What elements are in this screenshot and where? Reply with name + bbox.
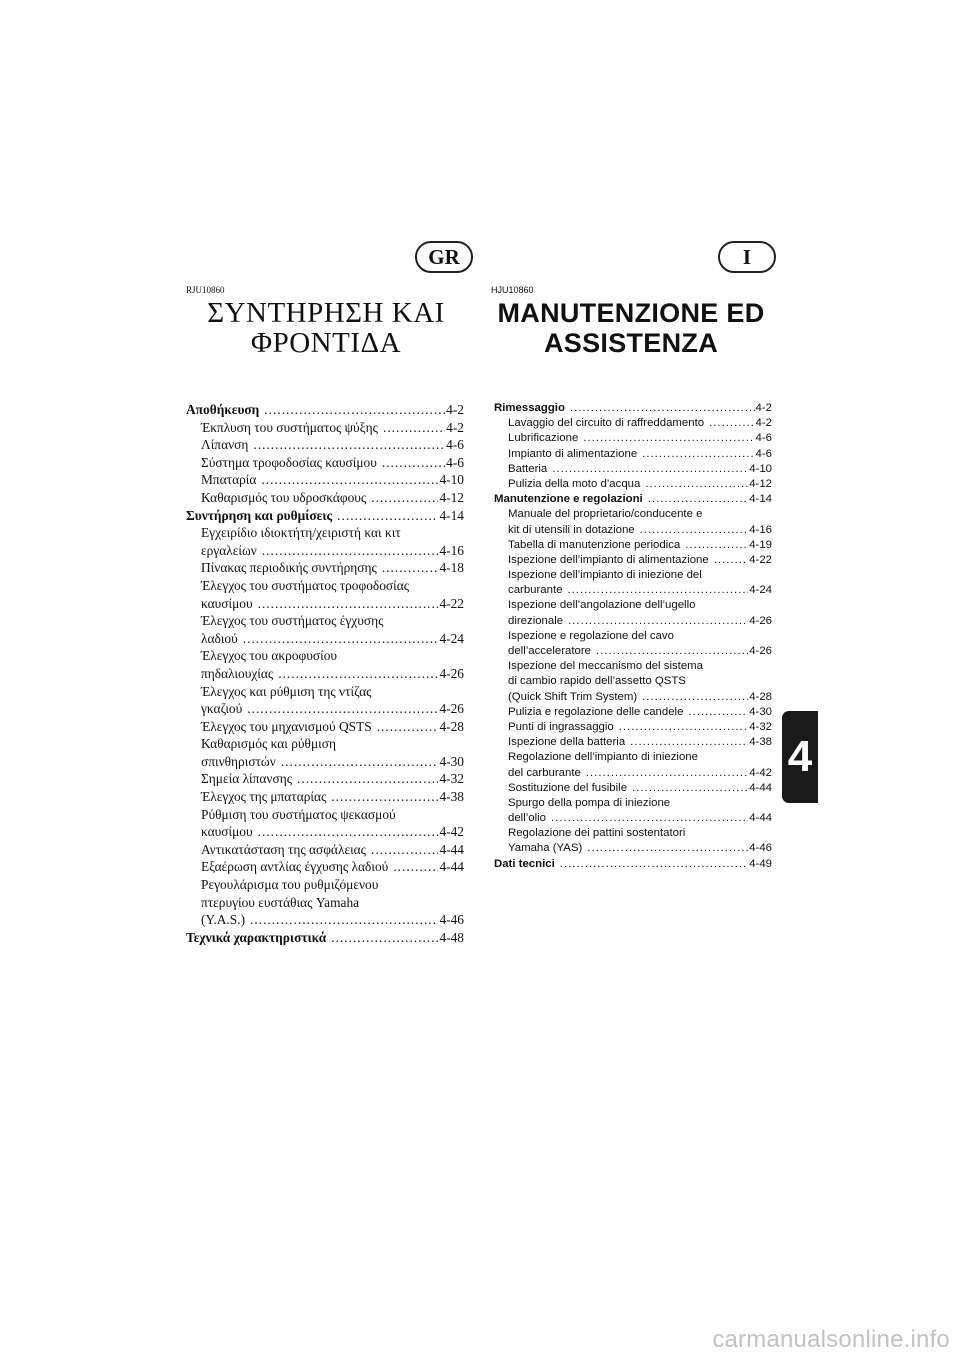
toc-page-number: 4-42: [749, 766, 772, 779]
toc-subentry: [186, 700, 464, 718]
toc-subentry: [494, 750, 772, 765]
toc-entry-title: Pulizia della moto d’acqua: [508, 477, 641, 490]
toc-entry-title: Ρεγουλάρισμα του ρυθμιζόμενου: [201, 877, 379, 893]
toc-leader-dots: [714, 553, 748, 568]
toc-subentry: [494, 705, 772, 720]
toc-page-number: 4-6: [446, 437, 464, 453]
toc-section-entry: [494, 492, 772, 507]
toc-entry-title: Σύστημα τροφοδοσίας καυσίμου: [201, 454, 377, 470]
section-code-gr: RJU10860: [186, 285, 225, 295]
toc-entry-title: Αποθήκευση: [186, 402, 260, 417]
toc-subentry: [186, 647, 464, 665]
toc-subentry: [186, 489, 464, 507]
toc-page-number: 4-48: [439, 929, 464, 945]
toc-subentry: [494, 447, 772, 462]
toc-entry-title: Regolazione dell’impianto di iniezione: [508, 751, 698, 764]
toc-page-number: 4-16: [749, 523, 772, 536]
toc-entry-title: καυσίμου: [201, 824, 253, 840]
toc-subentry: [186, 894, 464, 912]
toc-entry-title: Ispezione del meccanismo del sistema: [508, 660, 703, 673]
toc-page-number: 4-6: [446, 454, 464, 470]
toc-entry-title: Sostituzione del fusibile: [508, 781, 628, 794]
toc-leader-dots: [551, 811, 748, 826]
toc-entry-title: direzionale: [508, 614, 564, 627]
toc-entry-title: Ispezione della batteria: [508, 736, 626, 749]
toc-leader-dots: [688, 705, 748, 720]
toc-page-number: 4-22: [749, 553, 772, 566]
toc-entry-title: Αντικατάσταση της ασφάλειας: [201, 841, 366, 857]
toc-entry-title: Σημεία λίπανσης: [201, 771, 293, 787]
toc-subentry: [494, 674, 772, 689]
toc-leader-dots: [250, 911, 438, 929]
toc-list-gr: [186, 401, 464, 946]
toc-entry-title: Έλεγχος του μηχανισμού QSTS: [201, 718, 372, 734]
toc-page-number: 4-46: [749, 842, 772, 855]
toc-subentry: [494, 462, 772, 477]
toc-page-number: 4-28: [439, 718, 464, 734]
toc-leader-dots: [685, 538, 748, 553]
toc-subentry: [186, 436, 464, 454]
chapter-title-it: [491, 298, 771, 358]
toc-subentry: [186, 542, 464, 560]
toc-page-number: 4-19: [749, 538, 772, 551]
toc-subentry: [494, 538, 772, 553]
toc-entry-title: Punti di ingrassaggio: [508, 720, 614, 733]
toc-subentry: [494, 796, 772, 811]
toc-subentry: [494, 735, 772, 750]
toc-leader-dots: [645, 477, 748, 492]
toc-page-number: 4-30: [749, 705, 772, 718]
toc-entry-title: Έλεγχος του συστήματος έγχυσης: [201, 613, 384, 629]
toc-leader-dots: [560, 857, 748, 872]
chapter-tab: [782, 711, 818, 803]
toc-entry-title: kit di utensili in dotazione: [508, 523, 635, 536]
toc-list-it: [494, 401, 772, 872]
toc-leader-dots: [297, 770, 438, 788]
toc-entry-title: Τεχνικά χαρακτηριστικά: [186, 929, 327, 945]
toc-leader-dots: [568, 614, 748, 629]
toc-page-number: 4-42: [439, 824, 464, 840]
toc-entry-title: Regolazione dei pattini sostentatori: [508, 827, 686, 840]
toc-subentry: [186, 471, 464, 489]
toc-leader-dots: [253, 436, 445, 454]
toc-subentry: [186, 806, 464, 824]
toc-entry-title: del carburante: [508, 766, 581, 779]
toc-subentry: [186, 841, 464, 859]
toc-page-number: 4-28: [749, 690, 772, 703]
toc-entry-title: (Y.A.S.): [201, 912, 246, 928]
toc-leader-dots: [642, 690, 748, 705]
toc-leader-dots: [583, 431, 754, 446]
toc-entry-title: Ispezione e regolazione del cavo: [508, 629, 674, 642]
toc-entry-title: Impianto di alimentazione: [508, 447, 638, 460]
toc-leader-dots: [640, 523, 749, 538]
toc-entry-title: dell’acceleratore: [508, 645, 591, 657]
toc-entry-title: Lavaggio del circuito di raffreddamento: [508, 417, 705, 430]
toc-subentry: [494, 598, 772, 613]
toc-entry-title: Πίνακας περιοδικής συντήρησης: [201, 560, 377, 576]
toc-subentry: [186, 858, 464, 876]
toc-entry-title: λαδιού: [201, 630, 238, 646]
toc-entry-title: Rimessaggio: [494, 402, 565, 414]
chapter-title-it-line: ASSISTENZA: [543, 328, 719, 358]
toc-entry-title: Λίπανση: [201, 437, 249, 453]
toc-subentry: [186, 911, 464, 929]
toc-page-number: 4-14: [439, 507, 464, 523]
toc-leader-dots: [243, 630, 439, 648]
toc-leader-dots: [247, 700, 438, 718]
toc-entry-title: di cambio rapido dell’assetto QSTS: [508, 675, 686, 688]
toc-subentry: [494, 614, 772, 629]
toc-subentry: [186, 559, 464, 577]
toc-entry-title: Έλεγχος και ρύθμιση της ντίζας: [201, 683, 372, 699]
toc-page-number: 4-6: [755, 432, 772, 445]
toc-leader-dots: [586, 766, 748, 781]
toc-subentry: [494, 416, 772, 431]
toc-leader-dots: [371, 841, 438, 859]
toc-leader-dots: [642, 447, 754, 462]
toc-leader-dots: [331, 929, 438, 947]
toc-page-number: 4-46: [439, 912, 464, 928]
toc-entry-title: Έλεγχος της μπαταρίας: [201, 789, 327, 805]
toc-leader-dots: [337, 507, 438, 525]
toc-leader-dots: [567, 583, 748, 598]
language-badge-it: [718, 241, 776, 273]
toc-subentry: [186, 876, 464, 894]
toc-entry-title: Batteria: [508, 462, 548, 475]
toc-page-number: 4-26: [749, 614, 772, 627]
toc-page-number: 4-24: [749, 584, 772, 597]
toc-subentry: [186, 823, 464, 841]
toc-entry-title: Ρύθμιση του συστήματος ψεκασμού: [201, 806, 396, 822]
toc-subentry: [186, 788, 464, 806]
toc-page-number: 4-26: [749, 645, 772, 657]
toc-page-number: 4-10: [749, 462, 772, 475]
toc-page-number: 4-6: [755, 447, 772, 460]
toc-entry-title: εργαλείων: [201, 542, 257, 558]
toc-page-number: 4-32: [439, 771, 464, 787]
toc-leader-dots: [371, 489, 438, 507]
language-badge-it-text: I: [742, 244, 752, 269]
toc-subentry: [186, 718, 464, 736]
toc-page-number: 4-38: [749, 736, 772, 749]
toc-page-number: 4-38: [439, 789, 464, 805]
toc-entry-title: γκαζιού: [201, 701, 243, 717]
toc-leader-dots: [377, 718, 439, 736]
toc-leader-dots: [258, 823, 439, 841]
chapter-title-gr-line: ΣΥΝΤΗΡΗΣΗ ΚΑΙ: [207, 297, 445, 329]
toc-page-number: 4-24: [439, 630, 464, 646]
toc-section-entry: [186, 507, 464, 525]
toc-subentry: [494, 477, 772, 492]
toc-entry-title: Manuale del proprietario/conducente e: [508, 508, 703, 521]
toc-subentry: [494, 690, 772, 705]
toc-page-number: 4-12: [439, 489, 464, 505]
toc-subentry: [494, 583, 772, 598]
toc-section-entry: [494, 401, 772, 416]
toc-leader-dots: [261, 471, 438, 489]
toc-entry-title: Έκπλυση του συστήματος ψύξης: [201, 419, 378, 435]
toc-subentry: [494, 766, 772, 781]
language-badge-gr-text: GR: [428, 244, 460, 269]
toc-page-number: 4-2: [446, 402, 464, 417]
toc-entry-title: Εξαέρωση αντλίας έγχυσης λαδιού: [201, 859, 389, 875]
toc-page-number: 4-49: [749, 857, 772, 870]
toc-leader-dots: [619, 720, 748, 735]
toc-entry-title: Yamaha (YAS): [508, 842, 583, 855]
toc-entry-title: Έλεγχος του ακροφυσίου: [201, 648, 338, 664]
toc-subentry: [494, 507, 772, 522]
toc-entry-title: Ispezione dell’impianto di iniezione del: [508, 569, 702, 582]
toc-entry-title: (Quick Shift Trim System): [508, 690, 638, 703]
toc-leader-dots: [393, 858, 438, 876]
toc-leader-dots: [648, 492, 748, 507]
toc-subentry: [186, 595, 464, 613]
toc-subentry: [494, 659, 772, 674]
toc-leader-dots: [264, 401, 445, 419]
toc-page-number: 4-14: [749, 493, 772, 506]
toc-page-number: 4-22: [439, 595, 464, 611]
toc-subentry: [494, 431, 772, 446]
toc-entry-title: carburante: [508, 584, 563, 597]
section-code-it: HJU10860: [491, 285, 534, 295]
toc-subentry: [494, 553, 772, 568]
toc-entry-title: πηδαλιουχίας: [201, 665, 274, 681]
toc-entry-title: dell’olio: [508, 812, 546, 825]
toc-page-number: 4-16: [439, 542, 464, 558]
toc-leader-dots: [281, 753, 439, 771]
toc-entry-title: πτερυγίου ευστάθιας Yamaha: [201, 894, 360, 910]
chapter-title-gr: [186, 298, 466, 358]
toc-subentry: [186, 753, 464, 771]
toc-subentry: [494, 568, 772, 583]
toc-entry-title: Συντήρηση και ρυθμίσεις: [186, 507, 333, 523]
toc-page-number: 4-44: [439, 841, 464, 857]
chapter-title-it-line: MANUTENZIONE ED: [497, 298, 765, 328]
toc-subentry: [494, 811, 772, 826]
toc-page-number: 4-30: [439, 753, 464, 769]
toc-section-entry: [186, 401, 464, 419]
toc-subentry: [186, 683, 464, 701]
toc-page-number: 4-26: [439, 665, 464, 681]
watermark: carmanualsonline.info: [712, 1326, 950, 1353]
toc-page-number: 4-12: [749, 477, 772, 490]
chapter-title-gr-line: ΦΡΟΝΤΙΔΑ: [250, 327, 402, 359]
toc-entry-title: Pulizia e regolazione delle candele: [508, 705, 684, 718]
toc-subentry: [494, 523, 772, 538]
toc-subentry: [494, 720, 772, 735]
toc-leader-dots: [596, 644, 748, 659]
toc-leader-dots: [709, 416, 754, 431]
toc-leader-dots: [587, 841, 748, 856]
toc-section-entry: [186, 929, 464, 947]
toc-entry-title: Ispezione dell’angolazione dell’ugello: [508, 599, 696, 612]
toc-entry-title: Lubrificazione: [508, 432, 579, 445]
toc-leader-dots: [258, 595, 439, 613]
toc-subentry: [186, 630, 464, 648]
toc-page-number: 4-18: [439, 560, 464, 576]
toc-leader-dots: [382, 454, 445, 472]
toc-subentry: [494, 644, 772, 659]
toc-page-number: 4-2: [755, 402, 772, 414]
toc-section-entry: [494, 857, 772, 872]
toc-entry-title: Καθαρισμός του υδροσκάφους: [201, 489, 367, 505]
toc-entry-title: Dati tecnici: [494, 857, 555, 870]
toc-entry-title: Μπαταρία: [201, 472, 257, 488]
toc-subentry: [494, 826, 772, 841]
toc-subentry: [186, 454, 464, 472]
toc-subentry: [186, 524, 464, 542]
toc-page-number: 4-44: [749, 812, 772, 825]
toc-entry-title: σπινθηριστών: [201, 753, 276, 769]
language-badge-gr: [415, 241, 473, 273]
toc-page-number: 4-44: [749, 781, 772, 794]
toc-entry-title: Καθαρισμός και ρύθμιση: [201, 736, 336, 752]
toc-page-number: 4-32: [749, 720, 772, 733]
toc-leader-dots: [278, 665, 438, 683]
toc-subentry: [186, 577, 464, 595]
toc-leader-dots: [630, 735, 748, 750]
toc-entry-title: Ispezione dell’impianto di alimentazione: [508, 553, 709, 566]
toc-entry-title: Spurgo della pompa di iniezione: [508, 796, 671, 809]
toc-leader-dots: [552, 462, 748, 477]
toc-subentry: [494, 781, 772, 796]
toc-page-number: 4-10: [439, 472, 464, 488]
toc-page-number: 4-44: [439, 859, 464, 875]
toc-leader-dots: [570, 401, 755, 416]
toc-page-number: 4-2: [755, 417, 772, 430]
chapter-tab-number: 4: [787, 732, 813, 781]
toc-subentry: [186, 665, 464, 683]
toc-entry-title: Έλεγχος του συστήματος τροφοδοσίας: [201, 577, 410, 593]
toc-leader-dots: [331, 788, 438, 806]
toc-leader-dots: [383, 419, 445, 437]
toc-leader-dots: [262, 542, 439, 560]
toc-leader-dots: [632, 781, 748, 796]
toc-subentry: [186, 770, 464, 788]
toc-entry-title: Εγχειρίδιο ιδιοκτήτη/χειριστή και κιτ: [201, 525, 401, 541]
toc-subentry: [494, 841, 772, 856]
toc-entry-title: Manutenzione e regolazioni: [494, 493, 643, 506]
toc-leader-dots: [382, 559, 439, 577]
toc-subentry: [494, 629, 772, 644]
toc-page-number: 4-26: [439, 701, 464, 717]
toc-entry-title: Tabella di manutenzione periodica: [508, 538, 681, 551]
toc-subentry: [186, 419, 464, 437]
toc-page-number: 4-2: [446, 419, 464, 435]
toc-entry-title: καυσίμου: [201, 595, 253, 611]
toc-subentry: [186, 735, 464, 753]
toc-subentry: [186, 612, 464, 630]
